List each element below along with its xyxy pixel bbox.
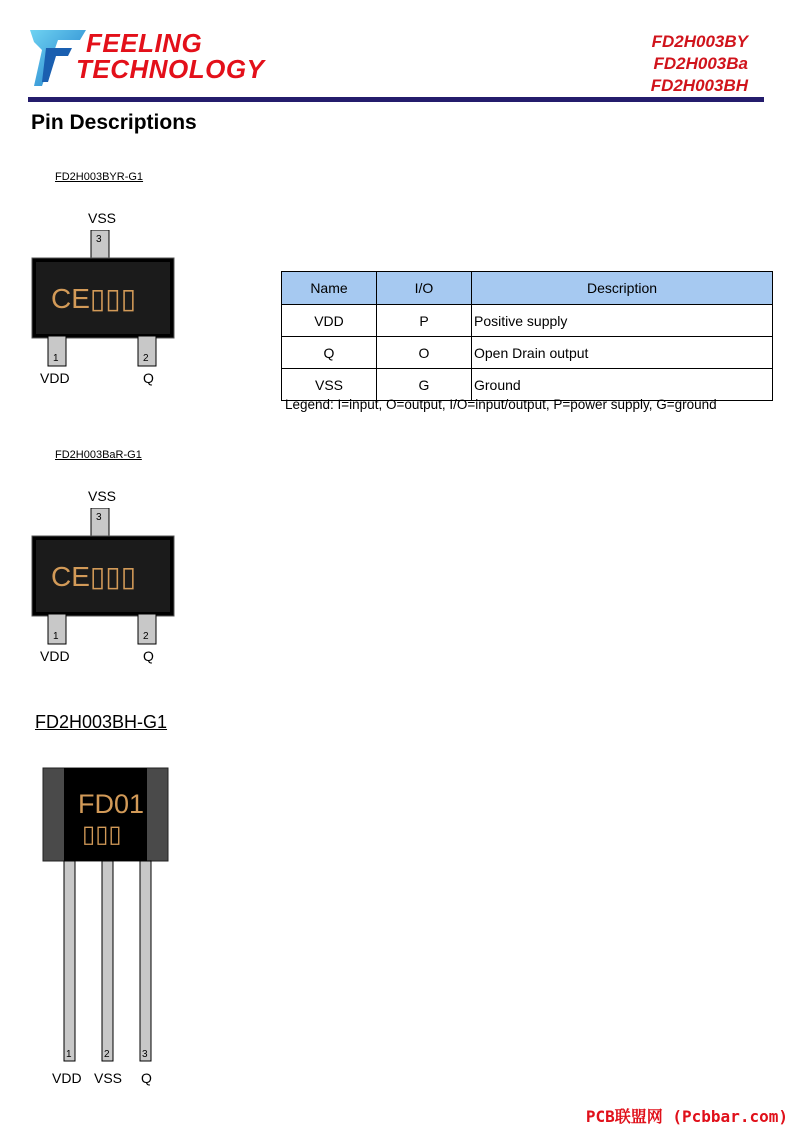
part-number-1: FD2H003BY bbox=[651, 32, 748, 51]
table-header-io: I/O bbox=[377, 272, 472, 305]
table-row bbox=[282, 337, 773, 369]
package-2-pin-3-number: 3 bbox=[96, 512, 102, 523]
logo-line-1: FEELING bbox=[86, 28, 203, 58]
package-3-pin-2-name: VSS bbox=[94, 1070, 123, 1086]
package-3-pin-1-number: 1 bbox=[66, 1049, 72, 1060]
package-3-pin-3 bbox=[140, 861, 151, 1061]
part-number-2: FD2H003Ba bbox=[653, 54, 748, 73]
package-3-diagram bbox=[42, 767, 172, 1067]
package-1-pin-2-name: Q bbox=[143, 370, 154, 386]
table-cell-name: VDD bbox=[282, 305, 377, 337]
package-1-pin-1-name: VDD bbox=[40, 370, 70, 386]
table-cell-io: P bbox=[377, 305, 472, 337]
pin-description-table bbox=[281, 271, 773, 401]
package-2-pin-3-name: VSS bbox=[88, 488, 117, 504]
package-2-pin-2-number: 2 bbox=[143, 631, 149, 642]
package-3-pin-2 bbox=[102, 861, 113, 1061]
package-label-3: FD2H003BH-G1 bbox=[35, 712, 168, 732]
table-cell-description: Positive supply bbox=[472, 305, 773, 337]
package-3-marking-line-2: ▯▯▯ bbox=[82, 821, 122, 848]
package-1-pin-3-name: VSS bbox=[88, 210, 117, 226]
table-cell-description: Ground bbox=[472, 369, 773, 401]
package-2-marking: CE▯▯▯ bbox=[51, 561, 137, 592]
package-2-pin-1-number: 1 bbox=[53, 631, 59, 642]
page-title: Pin Descriptions bbox=[31, 111, 197, 134]
table-cell-io: G bbox=[377, 369, 472, 401]
table-cell-name: VSS bbox=[282, 369, 377, 401]
package-1-marking: CE▯▯▯ bbox=[51, 283, 137, 314]
package-2-pin-2-name: Q bbox=[143, 648, 154, 664]
package-3-marking-line-1: FD01 bbox=[78, 789, 145, 819]
package-3-pin-1 bbox=[64, 861, 75, 1061]
package-label-2: FD2H003BaR-G1 bbox=[55, 449, 142, 461]
package-1-pin-2-number: 2 bbox=[143, 353, 149, 364]
package-2-diagram bbox=[30, 508, 176, 648]
logo-line-2: TECHNOLOGY bbox=[76, 54, 265, 84]
package-1-pin-1-number: 1 bbox=[53, 353, 59, 364]
table-cell-description: Open Drain output bbox=[472, 337, 773, 369]
table-header-description: Description bbox=[472, 272, 773, 305]
package-3-pin-3-number: 3 bbox=[142, 1049, 148, 1060]
part-number-3: FD2H003BH bbox=[650, 76, 748, 95]
header-rule bbox=[28, 97, 764, 102]
package-label-1: FD2H003BYR-G1 bbox=[55, 171, 144, 183]
table-row bbox=[282, 305, 773, 337]
table-cell-io: O bbox=[377, 337, 472, 369]
package-1-diagram bbox=[30, 230, 176, 370]
package-1-pin-3-number: 3 bbox=[96, 234, 102, 245]
package-2-pin-1-name: VDD bbox=[40, 648, 70, 664]
table-legend: Legend: I=input, O=output, I/O=input/output, P=power supply, G=ground bbox=[285, 397, 717, 412]
table-row bbox=[282, 369, 773, 401]
package-3-pin-3-name: Q bbox=[141, 1070, 152, 1086]
table-cell-name: Q bbox=[282, 337, 377, 369]
package-3-pin-2-number: 2 bbox=[104, 1049, 110, 1060]
package-3-pin-1-name: VDD bbox=[52, 1070, 82, 1086]
watermark: PCB联盟网 (Pcbbar.com) bbox=[585, 1107, 788, 1126]
table-header-name: Name bbox=[282, 272, 377, 305]
